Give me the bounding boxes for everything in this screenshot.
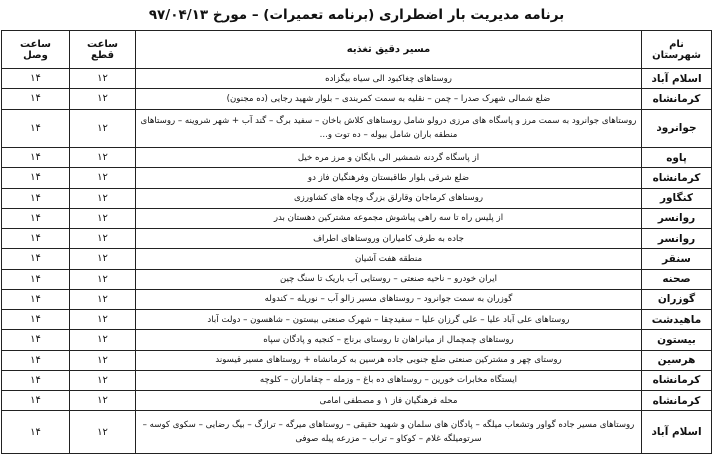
city-cell: کرمانشاه xyxy=(642,89,712,109)
connect-time-cell: ۱۴ xyxy=(2,69,70,89)
cut-time-cell: ۱۲ xyxy=(70,249,136,269)
route-cell: منطقه هفت آشیان xyxy=(136,249,642,269)
city-cell: اسلام آباد xyxy=(642,411,712,454)
city-cell: جوانرود xyxy=(642,109,712,148)
cut-time-cell: ۱۲ xyxy=(70,310,136,330)
cut-time-cell: ۱۲ xyxy=(70,168,136,188)
table-row xyxy=(2,249,712,269)
route-cell: محله فرهنگیان فاز ۱ و مصطفی امامی xyxy=(136,391,642,411)
header-route: مسیر دقیق تغذیه xyxy=(136,31,642,69)
connect-time-cell: ۱۴ xyxy=(2,310,70,330)
city-cell: روانسر xyxy=(642,208,712,228)
header-connect-time: ساعت وصل xyxy=(2,31,70,69)
table-row xyxy=(2,411,712,454)
table-row xyxy=(2,208,712,228)
cut-time-cell: ۱۲ xyxy=(70,148,136,168)
cut-time-cell: ۱۲ xyxy=(70,69,136,89)
table-row xyxy=(2,188,712,208)
city-cell: کنگاور xyxy=(642,188,712,208)
table-row xyxy=(2,148,712,168)
route-cell: روستاهای مسیر جاده گواور وتشعاب میلگه – پادگان های سلمان و شهید حقیقی – روستاهای میرگه – ترازگ – بیگ رضایی – سکوی کوسه – سرتومیلگه غلام – کوکاو – تراب – مزرعه پیله صوفی xyxy=(136,411,642,454)
connect-time-cell: ۱۴ xyxy=(2,109,70,148)
route-cell: جاده به طرف کامیاران وروستاهای اطراف xyxy=(136,229,642,249)
table-row xyxy=(2,229,712,249)
route-cell: از پلیس راه تا سه راهی پیاشوش مجموعه مشترکین دهستان بدر xyxy=(136,208,642,228)
route-cell: روستاهای جوانرود به سمت مرز و پاسگاه های مرزی درولو شامل روستاهای کلاش باخان – سفید برگ – گند آب + شهر شروینه – روستاهای منطقه باران شامل بیوله – ده توت و... xyxy=(136,109,642,148)
connect-time-cell: ۱۴ xyxy=(2,269,70,289)
cut-time-cell: ۱۲ xyxy=(70,391,136,411)
route-cell: گوزران به سمت جوانرود – روستاهای مسیر زالو آب – نوریله – کندوله xyxy=(136,289,642,309)
connect-time-cell: ۱۴ xyxy=(2,391,70,411)
header-city: نام شهرستان xyxy=(642,31,712,69)
city-cell: صحنه xyxy=(642,269,712,289)
schedule-table xyxy=(1,30,712,454)
connect-time-cell: ۱۴ xyxy=(2,89,70,109)
cut-time-cell: ۱۲ xyxy=(70,89,136,109)
city-cell: هرسین xyxy=(642,350,712,370)
table-row xyxy=(2,350,712,370)
table-row xyxy=(2,89,712,109)
connect-time-cell: ۱۴ xyxy=(2,411,70,454)
cut-time-cell: ۱۲ xyxy=(70,289,136,309)
cut-time-cell: ۱۲ xyxy=(70,370,136,390)
table-row xyxy=(2,391,712,411)
connect-time-cell: ۱۴ xyxy=(2,208,70,228)
connect-time-cell: ۱۴ xyxy=(2,350,70,370)
route-cell: از پاسگاه گردنه شمشیر الی بایگان و مرز مره خیل xyxy=(136,148,642,168)
city-cell: اسلام آباد xyxy=(642,69,712,89)
route-cell: روستاهای چمچمال از میانراهان تا روستای برناج – کنجیه و پادگان سپاه xyxy=(136,330,642,350)
header-cut-time: ساعت قطع xyxy=(70,31,136,69)
connect-time-cell: ۱۴ xyxy=(2,330,70,350)
table-row xyxy=(2,330,712,350)
route-cell: ضلع شرقی بلوار طاقبستان وفرهنگیان فاز دو xyxy=(136,168,642,188)
route-cell: ایران خودرو – ناحیه صنعتی – روستایی آب باریک تا سنگ چین xyxy=(136,269,642,289)
route-cell: روستاهای چغاکبود الی سیاه بیگزاده xyxy=(136,69,642,89)
route-cell: ایستگاه مخابرات خورین – روستاهای ده باغ – وزمله – چقاماران – کلوچه xyxy=(136,370,642,390)
city-cell: بیستون xyxy=(642,330,712,350)
city-cell: گوزران xyxy=(642,289,712,309)
table-header-row xyxy=(2,31,712,69)
connect-time-cell: ۱۴ xyxy=(2,148,70,168)
cut-time-cell: ۱۲ xyxy=(70,269,136,289)
connect-time-cell: ۱۴ xyxy=(2,168,70,188)
table-row xyxy=(2,69,712,89)
route-cell: ضلع شمالی شهرک صدرا – چمن – نقلیه به سمت کمربندی – بلوار شهید رجایی (ده مجنون) xyxy=(136,89,642,109)
table-row xyxy=(2,109,712,148)
table-row xyxy=(2,289,712,309)
table-row xyxy=(2,269,712,289)
page-title: برنامه مدیریت بار اضطراری (برنامه تعمیرات) – مورخ ۹۷/۰۴/۱۳ xyxy=(148,7,565,23)
connect-time-cell: ۱۴ xyxy=(2,249,70,269)
route-cell: روستاهای علی آباد علیا – علی گرزان علیا – سفیدچقا – شهرک صنعتی بیستون – شاهسون – دولت آباد xyxy=(136,310,642,330)
table-row xyxy=(2,370,712,390)
city-cell: سنقر xyxy=(642,249,712,269)
city-cell: کرمانشاه xyxy=(642,391,712,411)
city-cell: کرمانشاه xyxy=(642,370,712,390)
cut-time-cell: ۱۲ xyxy=(70,350,136,370)
cut-time-cell: ۱۲ xyxy=(70,208,136,228)
table-row xyxy=(2,310,712,330)
city-cell: روانسر xyxy=(642,229,712,249)
connect-time-cell: ۱۴ xyxy=(2,188,70,208)
cut-time-cell: ۱۲ xyxy=(70,109,136,148)
cut-time-cell: ۱۲ xyxy=(70,411,136,454)
route-cell: روستاهای کرماجان وقارلق بزرگ وچاه های کشاورزی xyxy=(136,188,642,208)
city-cell: کرمانشاه xyxy=(642,168,712,188)
cut-time-cell: ۱۲ xyxy=(70,229,136,249)
connect-time-cell: ۱۴ xyxy=(2,289,70,309)
cut-time-cell: ۱۲ xyxy=(70,188,136,208)
connect-time-cell: ۱۴ xyxy=(2,370,70,390)
table-row xyxy=(2,168,712,188)
route-cell: روستای چهر و مشترکین صنعتی ضلع جنوبی جاده هرسین به کرمانشاه + روستاهای مسیر قیسوند xyxy=(136,350,642,370)
connect-time-cell: ۱۴ xyxy=(2,229,70,249)
cut-time-cell: ۱۲ xyxy=(70,330,136,350)
city-cell: ماهیدشت xyxy=(642,310,712,330)
city-cell: پاوه xyxy=(642,148,712,168)
